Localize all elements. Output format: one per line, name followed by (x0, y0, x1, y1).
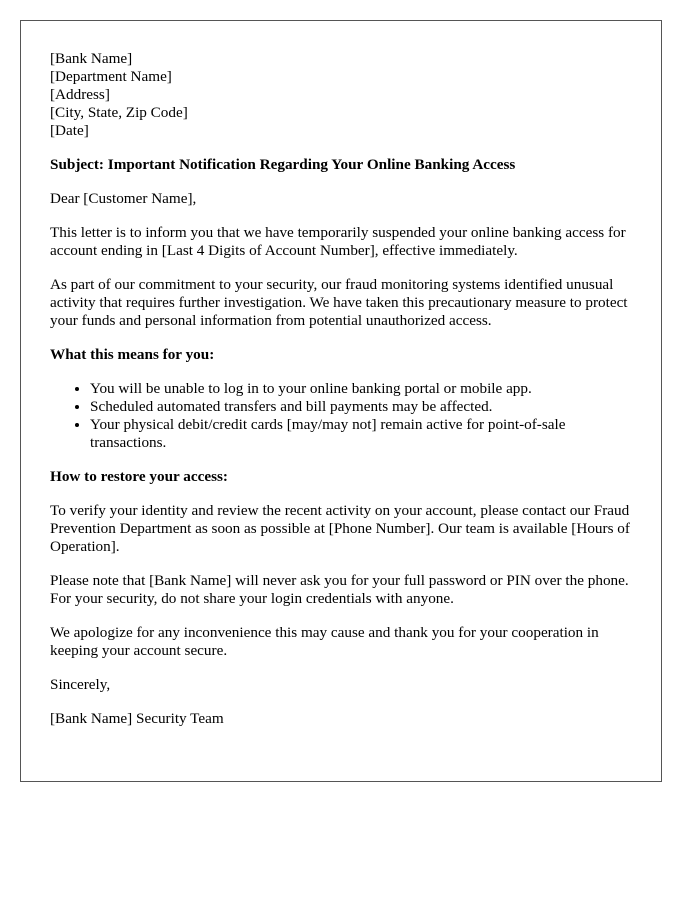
what-this-means-heading: What this means for you: (50, 346, 215, 363)
bank-name-line: [Bank Name] (50, 50, 133, 67)
impact-bullet-cards: • Your physical debit/credit cards [may/may not] remain active for point-of-sale transactions. (90, 416, 633, 452)
impact-bullet-transfers: • Scheduled automated transfers and bill payments may be affected. (90, 398, 633, 416)
address-line: [Address] (50, 86, 110, 103)
contact-instructions-paragraph: To verify your identity and review the recent activity on your account, please contact our Fraud Prevention Department as soon as possible at [Phone Number]. Our team is available [Hours of Operation]. (50, 502, 630, 555)
security-reason-paragraph: As part of our commitment to your security, our fraud monitoring systems identified unusual activity that requires further investigation. We have taken this precautionary measure to protect your funds and personal information from potential unauthorized access. (50, 276, 628, 329)
letter-document (20, 20, 662, 782)
apology-paragraph: We apologize for any inconvenience this may cause and thank you for your cooperation in keeping your account secure. (50, 624, 599, 659)
date-line: [Date] (50, 122, 89, 139)
sender-address-block (50, 50, 633, 140)
impact-bullet-login: • You will be unable to log in to your online banking portal or mobile app. (90, 380, 633, 398)
subject-line: Subject: Important Notification Regarding Your Online Banking Access (50, 156, 516, 173)
signature-line: [Bank Name] Security Team (50, 710, 224, 727)
impact-bullet-list (50, 380, 633, 452)
closing-line: Sincerely, (50, 676, 111, 693)
security-warning-paragraph: Please note that [Bank Name] will never ask you for your full password or PIN over the phone. For your security, do not share your login credentials with anyone. (50, 572, 629, 607)
city-state-zip-line: [City, State, Zip Code] (50, 104, 188, 121)
suspension-notice-paragraph: This letter is to inform you that we have temporarily suspended your online banking access for account ending in [Last 4 Digits of Account Number], effective immediately. (50, 224, 626, 259)
department-name-line: [Department Name] (50, 68, 172, 85)
salutation: Dear [Customer Name], (50, 190, 197, 207)
restore-access-heading: How to restore your access: (50, 468, 228, 485)
